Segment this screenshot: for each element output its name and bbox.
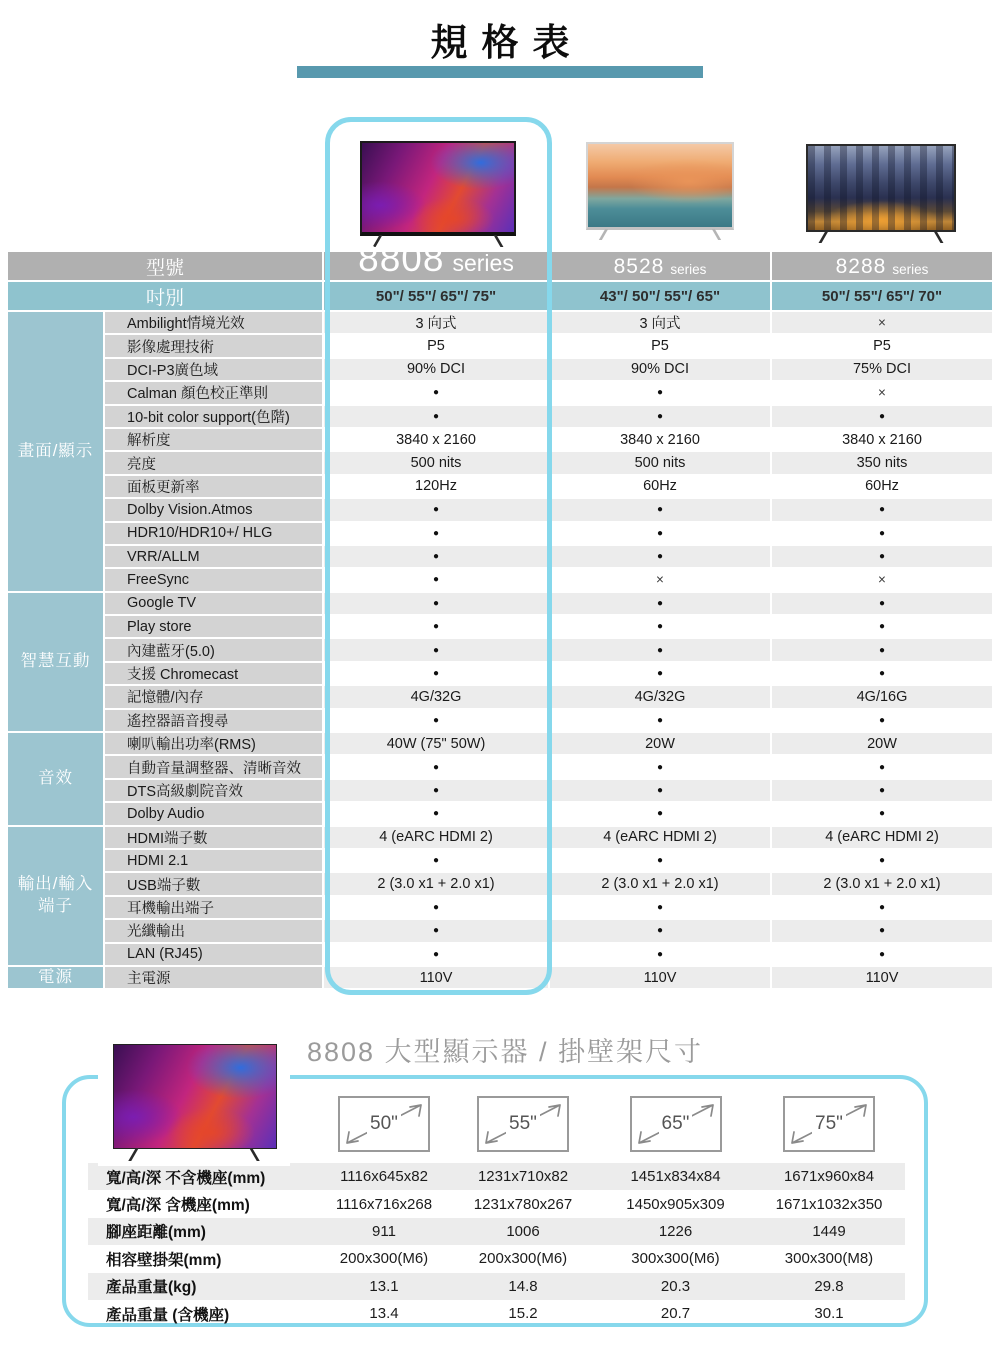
spec-row-label: 光纖輸出 bbox=[105, 920, 322, 941]
spec-value-cell: 3 向式 bbox=[324, 312, 548, 333]
wallmount-value-cell: 1231x780x267 bbox=[473, 1195, 573, 1213]
wallmount-value-cell: 300x300(M6) bbox=[631, 1250, 720, 1268]
spec-row-label: USB端子數 bbox=[105, 873, 322, 894]
spec-row-label: 內建藍牙(5.0) bbox=[105, 639, 322, 660]
spec-row-label: 10-bit color support(色階) bbox=[105, 406, 322, 427]
spec-value-cell: ● bbox=[772, 803, 992, 824]
wallmount-value-cell: 1671x960x84 bbox=[753, 1163, 905, 1190]
wallmount-value-cell: 1231x710x82 bbox=[448, 1163, 598, 1190]
title-underline bbox=[297, 66, 703, 78]
spec-value-cell: ● bbox=[772, 780, 992, 801]
spec-value-cell: ● bbox=[550, 920, 770, 941]
spec-row-label: DCI-P3廣色域 bbox=[105, 359, 322, 380]
tv-screen-cityscape bbox=[806, 144, 956, 232]
spec-value-cell: ● bbox=[324, 920, 548, 941]
size-box-label: 65" bbox=[632, 1098, 720, 1150]
spec-value-cell: ● bbox=[772, 850, 992, 871]
spec-value-cell: ● bbox=[324, 850, 548, 871]
spec-value-cell: ● bbox=[324, 780, 548, 801]
spec-row-label: FreeSync bbox=[105, 569, 322, 590]
wallmount-value-cell: 1006 bbox=[448, 1218, 598, 1245]
tv-stand-leg bbox=[494, 235, 504, 247]
spec-value-cell: ● bbox=[550, 639, 770, 660]
spec-value-cell: 20W bbox=[550, 733, 770, 754]
tv-screen-abstract bbox=[113, 1044, 277, 1149]
spec-value-cell: ● bbox=[324, 499, 548, 520]
spec-value-cell: ● bbox=[324, 382, 548, 403]
wallmount-value-cell: 1451x834x84 bbox=[598, 1163, 753, 1190]
tv-screen-abstract bbox=[360, 141, 516, 236]
spec-value-cell: 110V bbox=[772, 967, 992, 988]
model-name: 8528 bbox=[613, 255, 665, 278]
spec-value-cell: 60Hz bbox=[772, 476, 992, 497]
size-box-label: 50" bbox=[340, 1098, 428, 1150]
spec-value-cell: 90% DCI bbox=[324, 359, 548, 380]
spec-value-cell: 4 (eARC HDMI 2) bbox=[324, 827, 548, 848]
category-cell: 輸出/輸入 端子 bbox=[8, 827, 103, 965]
spec-value-cell: ● bbox=[550, 803, 770, 824]
size-row-label: 吋別 bbox=[8, 282, 322, 310]
spec-value-cell: 500 nits bbox=[550, 452, 770, 473]
category-cell: 音效 bbox=[8, 733, 103, 825]
tv-stand-leg bbox=[249, 1148, 260, 1161]
wallmount-value-cell: 1116x645x82 bbox=[320, 1163, 448, 1190]
spec-value-cell: ● bbox=[550, 663, 770, 684]
wallmount-tv-image bbox=[98, 1038, 290, 1166]
spec-value-cell: 3 向式 bbox=[550, 312, 770, 333]
model-row-label: 型號 bbox=[8, 252, 322, 280]
size-box bbox=[448, 1093, 598, 1155]
wallmount-row-label: 相容壁掛架(mm) bbox=[106, 1251, 222, 1269]
spec-value-cell: ● bbox=[324, 569, 548, 590]
spec-value-cell: 500 nits bbox=[324, 452, 548, 473]
spec-value-cell: ● bbox=[324, 663, 548, 684]
spec-row-label: DTS高級劇院音效 bbox=[105, 780, 322, 801]
wallmount-value-cell: 29.8 bbox=[753, 1273, 905, 1300]
spec-row-label: 耳機輸出端子 bbox=[105, 897, 322, 918]
wallmount-row-label: 產品重量 (含機座) bbox=[106, 1306, 230, 1324]
spec-value-cell: ● bbox=[324, 710, 548, 731]
spec-value-cell: ● bbox=[324, 803, 548, 824]
tv-stand-leg bbox=[934, 231, 944, 243]
tv-stand-leg bbox=[712, 229, 721, 240]
size-box bbox=[598, 1093, 753, 1155]
size-box-label: 55" bbox=[479, 1098, 567, 1150]
tv-screen-landscape bbox=[586, 142, 734, 230]
spec-value-cell: 75% DCI bbox=[772, 359, 992, 380]
category-cell: 畫面/顯示 bbox=[8, 312, 103, 591]
tv-image-8808 bbox=[360, 141, 516, 236]
category-cell: 智慧互動 bbox=[8, 593, 103, 731]
wallmount-value-cell: 20.3 bbox=[598, 1273, 753, 1300]
wallmount-row-label: 腳座距離(mm) bbox=[88, 1218, 320, 1245]
spec-value-cell: 20W bbox=[772, 733, 992, 754]
spec-row-label: 亮度 bbox=[105, 452, 322, 473]
spec-value-cell: × bbox=[772, 312, 992, 333]
spec-row-label: 面板更新率 bbox=[105, 476, 322, 497]
spec-value-cell: ● bbox=[550, 546, 770, 567]
spec-row-label: VRR/ALLM bbox=[105, 546, 322, 567]
spec-value-cell: ● bbox=[324, 616, 548, 637]
tv-image-8288 bbox=[806, 144, 956, 232]
wallmount-value-cell: 200x300(M6) bbox=[339, 1250, 429, 1268]
spec-value-cell: 2 (3.0 x1 + 2.0 x1) bbox=[550, 873, 770, 894]
spec-value-cell: ● bbox=[772, 944, 992, 965]
spec-value-cell: 3840 x 2160 bbox=[324, 429, 548, 450]
spec-value-cell: 40W (75" 50W) bbox=[324, 733, 548, 754]
spec-row-label: Ambilight情境光效 bbox=[105, 312, 322, 333]
wallmount-value-cell: 1449 bbox=[753, 1218, 905, 1245]
spec-row-label: Dolby Audio bbox=[105, 803, 322, 824]
model-name: 8808 bbox=[358, 238, 445, 279]
spec-row-label: Play store bbox=[105, 616, 322, 637]
spec-value-cell: × bbox=[772, 569, 992, 590]
wallmount-row-label: 寬/高/深 不含機座(mm) bbox=[88, 1163, 320, 1190]
spec-value-cell: ● bbox=[772, 616, 992, 637]
tv-stand-leg bbox=[128, 1148, 139, 1161]
spec-row-label: HDMI端子數 bbox=[105, 827, 322, 848]
model-header-8528 bbox=[550, 252, 770, 280]
spec-value-cell: × bbox=[772, 382, 992, 403]
spec-value-cell: 350 nits bbox=[772, 452, 992, 473]
model-name: 8288 bbox=[835, 255, 887, 278]
model-suffix: series bbox=[670, 261, 707, 277]
spec-value-cell: ● bbox=[550, 593, 770, 614]
spec-value-cell: ● bbox=[324, 944, 548, 965]
size-box bbox=[753, 1093, 905, 1155]
spec-row-label: 解析度 bbox=[105, 429, 322, 450]
spec-row-label: 記憶體/內存 bbox=[105, 686, 322, 707]
spec-value-cell: ● bbox=[550, 523, 770, 544]
spec-value-cell: ● bbox=[772, 406, 992, 427]
spec-row-label: 主電源 bbox=[105, 967, 322, 988]
spec-row-label: 喇叭輸出功率(RMS) bbox=[105, 733, 322, 754]
spec-row-label: Dolby Vision.Atmos bbox=[105, 499, 322, 520]
spec-value-cell: 3840 x 2160 bbox=[772, 429, 992, 450]
spec-value-cell: ● bbox=[324, 897, 548, 918]
size-header-8528: 43"/ 50"/ 55"/ 65" bbox=[550, 282, 770, 310]
wallmount-value-cell: 30.1 bbox=[814, 1305, 844, 1323]
spec-value-cell: ● bbox=[772, 546, 992, 567]
wallmount-value-cell: 20.7 bbox=[660, 1305, 691, 1323]
wallmount-value-cell: 300x300(M8) bbox=[784, 1250, 874, 1268]
spec-value-cell: ● bbox=[550, 616, 770, 637]
spec-value-cell: P5 bbox=[550, 335, 770, 356]
spec-value-cell: 120Hz bbox=[324, 476, 548, 497]
spec-value-cell: ● bbox=[772, 756, 992, 777]
spec-value-cell: ● bbox=[772, 593, 992, 614]
spec-value-cell: 4 (eARC HDMI 2) bbox=[772, 827, 992, 848]
spec-row-label: HDMI 2.1 bbox=[105, 850, 322, 871]
spec-value-cell: ● bbox=[550, 382, 770, 403]
spec-value-cell: ● bbox=[550, 944, 770, 965]
spec-value-cell: ● bbox=[772, 920, 992, 941]
spec-value-cell: 110V bbox=[550, 967, 770, 988]
spec-value-cell: ● bbox=[550, 780, 770, 801]
spec-value-cell: ● bbox=[550, 850, 770, 871]
spec-value-cell: ● bbox=[550, 710, 770, 731]
model-header-8288 bbox=[772, 252, 992, 280]
spec-value-cell: ● bbox=[324, 756, 548, 777]
spec-value-cell: 4G/32G bbox=[324, 686, 548, 707]
spec-value-cell: ● bbox=[324, 523, 548, 544]
spec-value-cell: × bbox=[550, 569, 770, 590]
spec-row-label: LAN (RJ45) bbox=[105, 944, 322, 965]
wallmount-value-cell: 911 bbox=[320, 1218, 448, 1245]
wallmount-value-cell: 13.4 bbox=[369, 1305, 399, 1323]
spec-value-cell: ● bbox=[550, 756, 770, 777]
tv-image-8528 bbox=[586, 142, 734, 230]
spec-row-label: Google TV bbox=[105, 593, 322, 614]
spec-value-cell: 90% DCI bbox=[550, 359, 770, 380]
wallmount-value-cell: 1450x905x309 bbox=[626, 1195, 725, 1213]
wallmount-row-label: 寬/高/深 含機座(mm) bbox=[106, 1197, 250, 1215]
spec-value-cell: P5 bbox=[324, 335, 548, 356]
spec-row-label: HDR10/HDR10+/ HLG bbox=[105, 523, 322, 544]
spec-row-label: 支援 Chromecast bbox=[105, 663, 322, 684]
size-header-8808: 50"/ 55"/ 65"/ 75" bbox=[324, 282, 548, 310]
spec-row-label: 遙控器語音搜尋 bbox=[105, 710, 322, 731]
spec-value-cell: 60Hz bbox=[550, 476, 770, 497]
size-box bbox=[320, 1093, 448, 1155]
spec-value-cell: ● bbox=[324, 593, 548, 614]
spec-row-label: 自動音量調整器、清晰音效 bbox=[105, 756, 322, 777]
wallmount-title: 8808 大型顯示器 / 掛壁架尺寸 bbox=[306, 1037, 704, 1067]
tv-stand-leg bbox=[819, 231, 829, 243]
spec-value-cell: 4G/32G bbox=[550, 686, 770, 707]
wallmount-value-cell: 1226 bbox=[598, 1218, 753, 1245]
spec-value-cell: 2 (3.0 x1 + 2.0 x1) bbox=[772, 873, 992, 894]
spec-value-cell: ● bbox=[772, 523, 992, 544]
model-suffix: series bbox=[452, 250, 514, 276]
tv-stand-leg bbox=[599, 229, 608, 240]
spec-value-cell: ● bbox=[550, 897, 770, 918]
model-header-8808 bbox=[324, 238, 548, 280]
spec-value-cell: ● bbox=[324, 406, 548, 427]
spec-value-cell: ● bbox=[550, 406, 770, 427]
spec-value-cell: 110V bbox=[324, 967, 548, 988]
spec-row-label: Calman 顏色校正準則 bbox=[105, 382, 322, 403]
size-box-label: 75" bbox=[785, 1098, 873, 1150]
wallmount-row-label: 產品重量(kg) bbox=[88, 1273, 320, 1300]
wallmount-table bbox=[88, 1163, 905, 1327]
wallmount-value-cell: 14.8 bbox=[448, 1273, 598, 1300]
model-suffix: series bbox=[892, 261, 929, 277]
spec-value-cell: ● bbox=[772, 639, 992, 660]
spec-value-cell: ● bbox=[550, 499, 770, 520]
wallmount-value-cell: 15.2 bbox=[508, 1305, 538, 1323]
category-cell: 電源 bbox=[8, 967, 103, 988]
spec-value-cell: ● bbox=[324, 546, 548, 567]
spec-value-cell: ● bbox=[772, 663, 992, 684]
wallmount-value-cell: 1671x1032x350 bbox=[775, 1195, 883, 1213]
spec-value-cell: 4 (eARC HDMI 2) bbox=[550, 827, 770, 848]
wallmount-value-cell: 13.1 bbox=[320, 1273, 448, 1300]
spec-value-cell: ● bbox=[772, 897, 992, 918]
spec-value-cell: ● bbox=[772, 499, 992, 520]
spec-value-cell: ● bbox=[772, 710, 992, 731]
wallmount-value-cell: 200x300(M6) bbox=[478, 1250, 568, 1268]
spec-value-cell: 2 (3.0 x1 + 2.0 x1) bbox=[324, 873, 548, 894]
spec-value-cell: P5 bbox=[772, 335, 992, 356]
spec-value-cell: 3840 x 2160 bbox=[550, 429, 770, 450]
spec-value-cell: ● bbox=[324, 639, 548, 660]
spec-row-label: 影像處理技術 bbox=[105, 335, 322, 356]
page-title: 規格表 bbox=[430, 22, 584, 63]
spec-table bbox=[8, 238, 992, 988]
wallmount-value-cell: 1116x716x268 bbox=[335, 1195, 433, 1213]
size-header-8288: 50"/ 55"/ 65"/ 70" bbox=[772, 282, 992, 310]
spec-value-cell: 4G/16G bbox=[772, 686, 992, 707]
